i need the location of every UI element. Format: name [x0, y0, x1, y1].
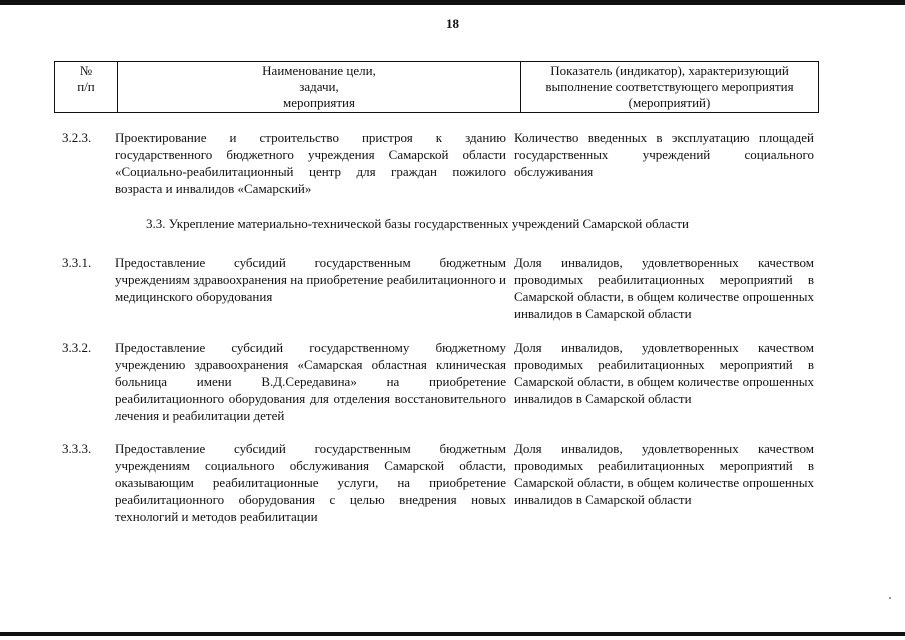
row-name: Предоставление субсидий государственным бюджетным учреждениям здравоохранения на приобретение реабилитационного и медицинского оборудования	[115, 255, 506, 304]
row-name: Предоставление субсидий государственному бюджетному учреждению здравоохранения «Самарская областная клиническая больница имени В.Д.Середавина» на приобретение реабилитационного оборудования для отделения восстановительного лечения и реабилитации детей	[115, 340, 506, 423]
header-indicator-line: выполнение соответствующего мероприятия	[545, 79, 794, 94]
header-name-cell	[118, 62, 521, 113]
row-number: 3.3.2.	[62, 340, 92, 355]
page-number: 18	[446, 16, 459, 31]
table-row	[62, 339, 822, 424]
row-indicator: Доля инвалидов, удовлетворенных качеством проводимых реабилитационных мероприятий в Самарской области, в общем количестве опрошенных инвалидов в Самарской области	[514, 255, 814, 321]
row-name: Предоставление субсидий государственным бюджетным учреждениям социального обслуживания Самарской области, оказывающим реабилитационные услуги, на приобретение реабилитационного оборудования с целью внедрения новых технологий и методов реабилитации	[115, 441, 506, 524]
row-indicator: Количество введенных в эксплуатацию площадей государственных учреждений социального обслуживания	[514, 130, 814, 179]
row-indicator: Доля инвалидов, удовлетворенных качеством проводимых реабилитационных мероприятий в Самарской области, в общем количестве опрошенных инвалидов в Самарской области	[514, 441, 814, 507]
header-indicator-cell	[521, 62, 819, 113]
header-number-cell	[55, 62, 118, 113]
table-row	[62, 440, 822, 525]
section-heading: 3.3. Укрепление материально-технической базы государственных учреждений Самарской области	[146, 216, 689, 231]
header-name-line: мероприятия	[282, 95, 355, 110]
row-name: Проектирование и строительство пристроя к зданию государственного бюджетного учреждения Самарской области «Социально-реабилитационный центр для граждан пожилого возраста и инвалидов «Самарский»	[115, 130, 506, 196]
header-name-line: задачи,	[299, 79, 339, 94]
row-number: 3.3.3.	[62, 441, 92, 456]
header-number-line: п/п	[77, 79, 95, 94]
scan-speck	[889, 597, 891, 599]
row-indicator: Доля инвалидов, удовлетворенных качеством проводимых реабилитационных мероприятий в Самарской области, в общем количестве опрошенных инвалидов в Самарской области	[514, 340, 814, 406]
header-number-line: №	[79, 63, 93, 78]
table-row	[62, 254, 822, 322]
table-header	[54, 61, 819, 113]
row-number: 3.2.3.	[62, 130, 92, 145]
top-border-line	[0, 0, 905, 5]
bottom-border-line	[0, 632, 905, 636]
header-indicator-line: (мероприятий)	[628, 95, 711, 110]
row-number: 3.3.1.	[62, 255, 92, 270]
header-indicator-line: Показатель (индикатор), характеризующий	[550, 63, 789, 78]
table-row	[62, 129, 822, 197]
header-name-line: Наименование цели,	[262, 63, 376, 78]
